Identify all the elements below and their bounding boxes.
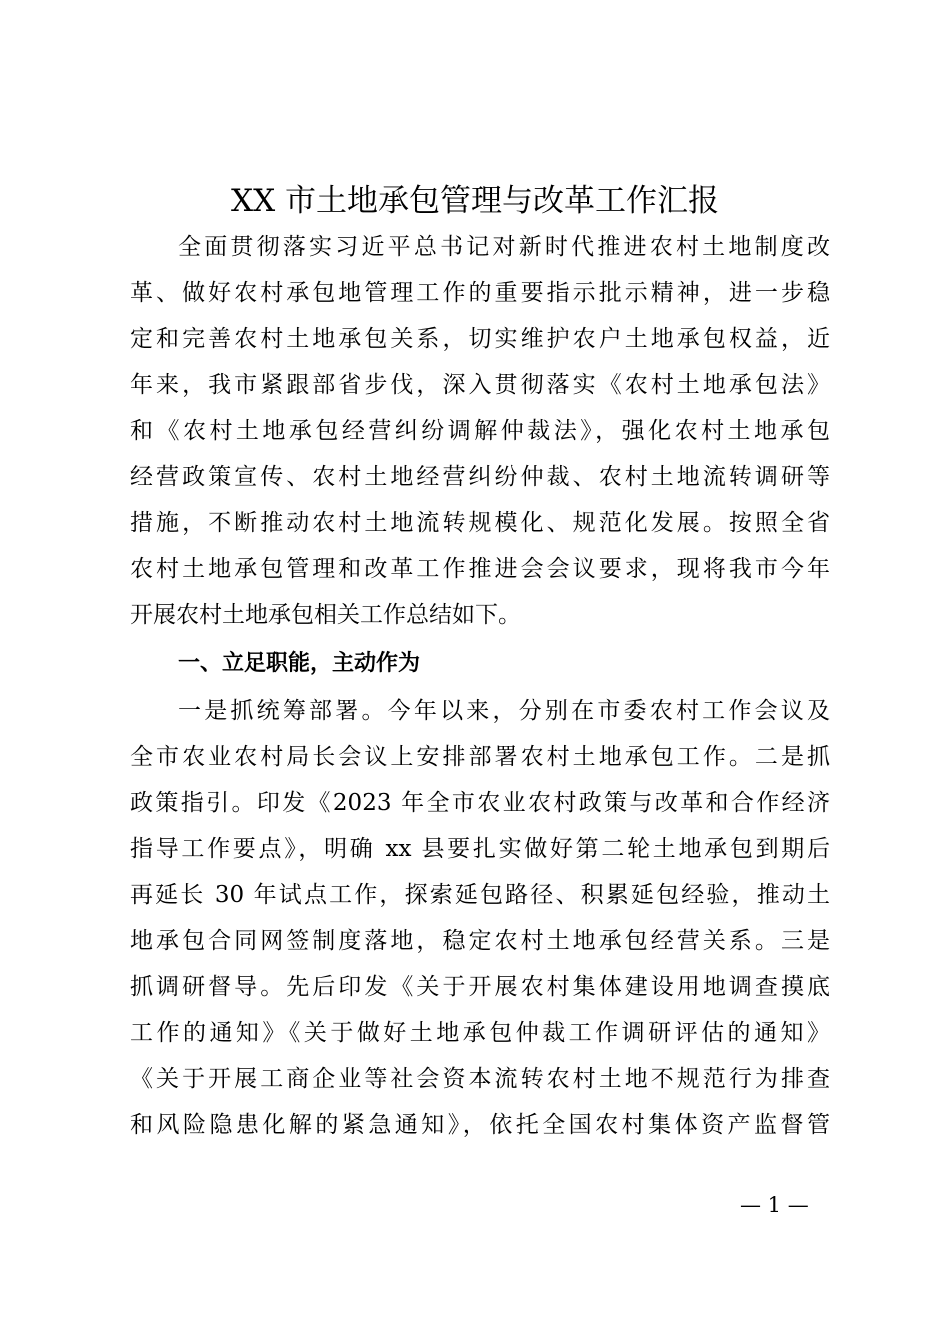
body-line: 全面贯彻落实习近平总书记对新时代推进农村土地制度改 bbox=[178, 234, 830, 260]
body-line: 年来，我市紧跟部省步伐，深入贯彻落实《农村土地承包法》 bbox=[130, 372, 830, 398]
page-number: — 1 — bbox=[740, 1193, 809, 1217]
section-heading: 一、立足职能，主动作为 bbox=[178, 651, 421, 676]
body-line: 和《农村土地承包经营纠纷调解仲裁法》，强化农村土地承包 bbox=[130, 418, 830, 444]
body-line: 再延长 30 年试点工作，探索延包路径、积累延包经验，推动土 bbox=[130, 882, 830, 908]
body-line: 定和完善农村土地承包关系，切实维护农户土地承包权益，近 bbox=[130, 326, 830, 352]
body-line: 开展农村土地承包相关工作总结如下。 bbox=[130, 602, 521, 628]
body-line: 全市农业农村局长会议上安排部署农村土地承包工作。二是抓 bbox=[130, 744, 830, 770]
body-line: 一是抓统筹部署。今年以来，分别在市委农村工作会议及 bbox=[178, 698, 830, 724]
body-line: 地承包合同网签制度落地，稳定农村土地承包经营关系。三是 bbox=[130, 928, 830, 954]
body-line: 政策指引。印发《2023 年全市农业农村政策与改革和合作经济 bbox=[130, 790, 830, 816]
body-line: 措施，不断推动农村土地流转规模化、规范化发展。按照全省 bbox=[130, 510, 830, 536]
document-title: XX 市土地承包管理与改革工作汇报 bbox=[231, 183, 719, 219]
body-line: 指导工作要点》，明确 xx 县要扎实做好第二轮土地承包到期后 bbox=[130, 836, 830, 862]
body-line: 工作的通知》《关于做好土地承包仲裁工作调研评估的通知》 bbox=[130, 1020, 830, 1046]
body-line: 农村土地承包管理和改革工作推进会会议要求，现将我市今年 bbox=[130, 556, 830, 582]
body-line: 抓调研督导。先后印发《关于开展农村集体建设用地调查摸底 bbox=[130, 974, 830, 1000]
body-line: 经营政策宣传、农村土地经营纠纷仲裁、农村土地流转调研等 bbox=[130, 464, 830, 490]
body-line: 革、做好农村承包地管理工作的重要指示批示精神，进一步稳 bbox=[130, 280, 830, 306]
body-line: 《关于开展工商企业等社会资本流转农村土地不规范行为排查 bbox=[130, 1066, 830, 1092]
body-line: 和风险隐患化解的紧急通知》，依托全国农村集体资产监督管 bbox=[130, 1112, 830, 1138]
